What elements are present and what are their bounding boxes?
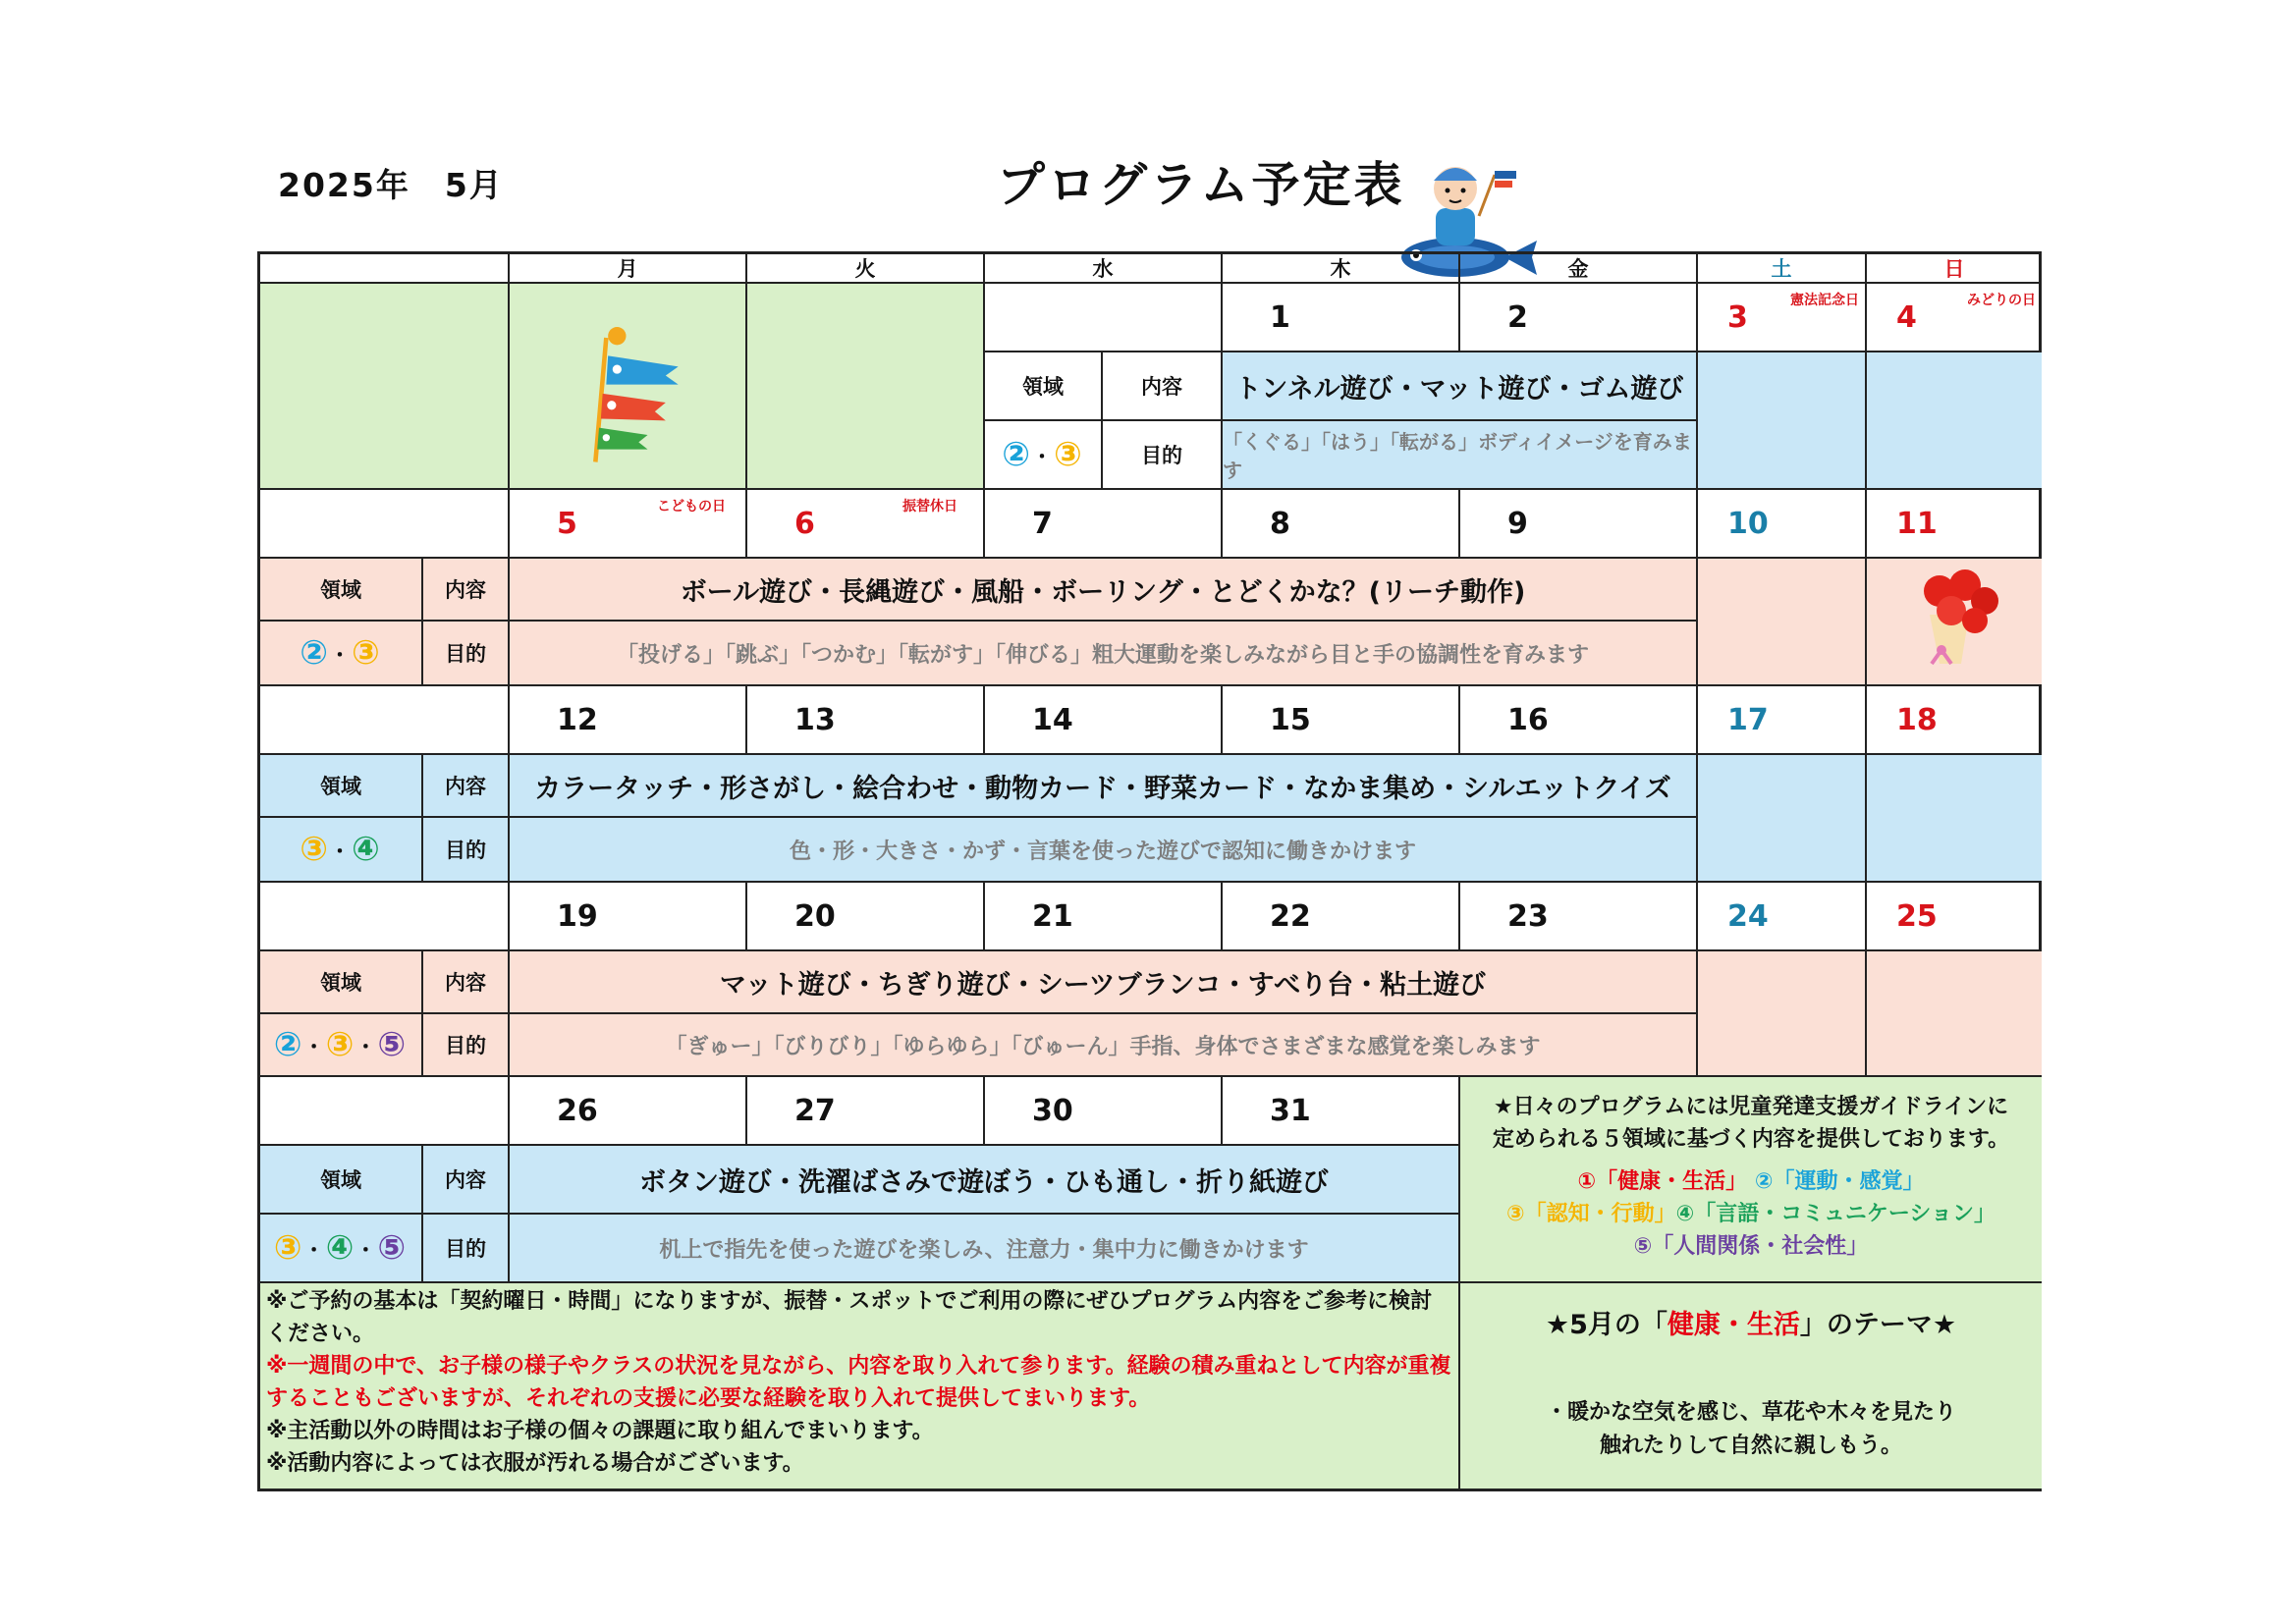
week4-content: マット遊び・ちぎり遊び・シーツブランコ・すべり台・粘土遊び: [510, 951, 1698, 1014]
week2-area-numbers: ② ・ ③: [260, 622, 423, 686]
week3-purpose: 色・形・大きさ・かず・言葉を使った遊びで認知に働きかけます: [510, 818, 1698, 883]
date-23: 23: [1460, 883, 1698, 951]
date-30: 30: [985, 1077, 1223, 1146]
week3-area-numbers: ③ ・ ④: [260, 818, 423, 883]
legend-domain-4: ④「言語・コミュニケーション」: [1675, 1202, 1995, 1226]
weekday-fri: 金: [1460, 254, 1698, 284]
date-16: 16: [1460, 686, 1698, 755]
date-19: 19: [510, 883, 747, 951]
week1-sun-cell: [1867, 352, 2042, 490]
week3-purpose-label: 目的: [423, 818, 510, 883]
legend-domain-2: ②「運動・感覚」: [1754, 1169, 1925, 1194]
week3-sun-cell: [1867, 755, 2042, 883]
date-5: [510, 490, 747, 559]
koinobori-icon: [588, 313, 696, 470]
legend-intro-1: ★日々のプログラムには児童発達支援ガイドラインに: [1493, 1095, 2009, 1119]
date-20: 20: [747, 883, 985, 951]
date-18: 18: [1867, 686, 2042, 755]
date-9: 9: [1460, 490, 1698, 559]
date-24: 24: [1698, 883, 1867, 951]
week2-content-label: 内容: [423, 559, 510, 622]
week5-purpose-label: 目的: [423, 1215, 510, 1283]
date-5-number: 5: [557, 506, 577, 541]
note-3: ※主活動以外の時間はお子様の個々の課題に取り組んでまいります。: [266, 1419, 934, 1443]
week1-wed-date: [985, 284, 1223, 352]
week1-area-label: 領域: [985, 352, 1103, 421]
week1-mon-cell: [510, 284, 747, 490]
date-25: 25: [1867, 883, 2042, 951]
date-11: 11: [1867, 490, 2042, 559]
week2-blank-label: [260, 490, 510, 559]
note-1: ※ご予約の基本は「契約曜日・時間」になりますが、振替・スポットでご利用の際にぜひプログラム内容をご参考に検討ください。: [266, 1289, 1433, 1346]
week2-area-label: 領域: [260, 559, 423, 622]
week5-purpose: 机上で指先を使った遊びを楽しみ、注意力・集中力に働きかけます: [510, 1215, 1460, 1283]
week4-content-label: 内容: [423, 951, 510, 1014]
week1-sat-cell: [1698, 352, 1867, 490]
date-26: 26: [510, 1077, 747, 1146]
theme-line-2: 触れたりして自然に親しもう。: [1599, 1434, 1902, 1458]
holiday-label-4: みどりの日: [1967, 293, 2036, 308]
week4-area-numbers: ② ・ ③ ・ ⑤: [260, 1014, 423, 1077]
date-8: 8: [1223, 490, 1460, 559]
date-6: [747, 490, 985, 559]
week3-content-label: 内容: [423, 755, 510, 818]
date-1: 1: [1223, 284, 1460, 352]
week1-purpose: 「くぐる」「はう」「転がる」ボディイメージを育みます: [1223, 421, 1698, 490]
date-10: 10: [1698, 490, 1867, 559]
week2-sat-cell: [1698, 559, 1867, 686]
week3-area-label: 領域: [260, 755, 423, 818]
holiday-label-6: 振替休日: [902, 499, 957, 514]
week5-area-label: 領域: [260, 1146, 423, 1215]
date-6-number: 6: [794, 506, 815, 541]
weekday-sun: 日: [1867, 254, 2042, 284]
week4-area-label: 領域: [260, 951, 423, 1014]
week1-tue-cell: [747, 284, 985, 490]
note-4: ※活動内容によっては衣服が汚れる場合がございます。: [266, 1451, 804, 1476]
date-27: 27: [747, 1077, 985, 1146]
week4-purpose: 「ぎゅー」「びりびり」「ゆらゆら」「びゅーん」手指、身体でさまざまな感覚を楽しみます: [510, 1014, 1698, 1077]
week1-content: トンネル遊び・マット遊び・ゴム遊び: [1223, 352, 1698, 421]
legend-domain-3: ③「認知・行動」: [1506, 1202, 1676, 1226]
weekday-sat: 土: [1698, 254, 1867, 284]
weekday-thu: 木: [1223, 254, 1460, 284]
notes-box: [260, 1283, 1460, 1489]
weekday-tue: 火: [747, 254, 985, 284]
date-31: 31: [1223, 1077, 1460, 1146]
header-corner: [260, 254, 510, 284]
schedule-table: [257, 251, 2042, 1491]
date-7: 7: [985, 490, 1223, 559]
holiday-label-3: 憲法記念日: [1790, 293, 1859, 308]
date-13: 13: [747, 686, 985, 755]
date-21: 21: [985, 883, 1223, 951]
week5-area-numbers: ③ ・ ④ ・ ⑤: [260, 1215, 423, 1283]
week1-content-label: 内容: [1103, 352, 1223, 421]
week2-purpose: 「投げる」「跳ぶ」「つかむ」「転がす」「伸びる」粗大運動を楽しみながら目と手の協調性を育みます: [510, 622, 1698, 686]
legend-domain-1: ①「健康・生活」: [1577, 1169, 1748, 1194]
date-17: 17: [1698, 686, 1867, 755]
carnation-icon: [1900, 551, 2018, 678]
date-14: 14: [985, 686, 1223, 755]
date-4: [1867, 284, 2042, 352]
theme-title: ★5月の「健康・生活」のテーマ★: [1545, 1310, 1957, 1340]
date-3: [1698, 284, 1867, 352]
week5-content-label: 内容: [423, 1146, 510, 1215]
week2-sun-cell: [1867, 559, 2042, 686]
legend-intro-2: 定められる５領域に基づく内容を提供しております。: [1492, 1127, 2010, 1152]
holiday-label-5: こどもの日: [657, 499, 726, 514]
note-2: ※一週間の中で、お子様の様子やクラスの状況を見ながら、内容を取り入れて参ります。経験の積み重ねとして内容が重複することもございますが、それぞれの支援に必要な経験を取り入れて提供してまいります。: [266, 1354, 1451, 1411]
week3-blank-label: [260, 686, 510, 755]
week5-blank-label: [260, 1077, 510, 1146]
week1-blank-label: [260, 284, 510, 490]
week1-purpose-label: 目的: [1103, 421, 1223, 490]
year-month: 2025年 5月: [278, 166, 504, 204]
weekday-wed: 水: [985, 254, 1223, 284]
week5-content: ボタン遊び・洗濯ばさみで遊ぼう・ひも通し・折り紙遊び: [510, 1146, 1460, 1215]
week1-area-numbers: ② ・ ③: [985, 421, 1103, 490]
week4-sun-cell: [1867, 951, 2042, 1077]
date-15: 15: [1223, 686, 1460, 755]
week4-purpose-label: 目的: [423, 1014, 510, 1077]
week4-blank-label: [260, 883, 510, 951]
theme-line-1: ・暖かな空気を感じ、草花や木々を見たり: [1545, 1400, 1956, 1425]
week4-sat-cell: [1698, 951, 1867, 1077]
weekday-mon: 月: [510, 254, 747, 284]
week2-content: ボール遊び・長縄遊び・風船・ボーリング・とどくかな？(リーチ動作): [510, 559, 1698, 622]
date-22: 22: [1223, 883, 1460, 951]
page-title: プログラム予定表: [997, 157, 1405, 213]
week3-sat-cell: [1698, 755, 1867, 883]
domain-legend: [1460, 1077, 2042, 1283]
date-3-number: 3: [1727, 299, 1748, 335]
legend-domain-5: ⑤「人間関係・社会性」: [1633, 1234, 1869, 1259]
monthly-theme-box: [1460, 1283, 2042, 1489]
date-12: 12: [510, 686, 747, 755]
week3-content: カラータッチ・形さがし・絵合わせ・動物カード・野菜カード・なかま集め・シルエットクイズ: [510, 755, 1698, 818]
date-4-number: 4: [1896, 299, 1917, 335]
date-2: 2: [1460, 284, 1698, 352]
week2-purpose-label: 目的: [423, 622, 510, 686]
